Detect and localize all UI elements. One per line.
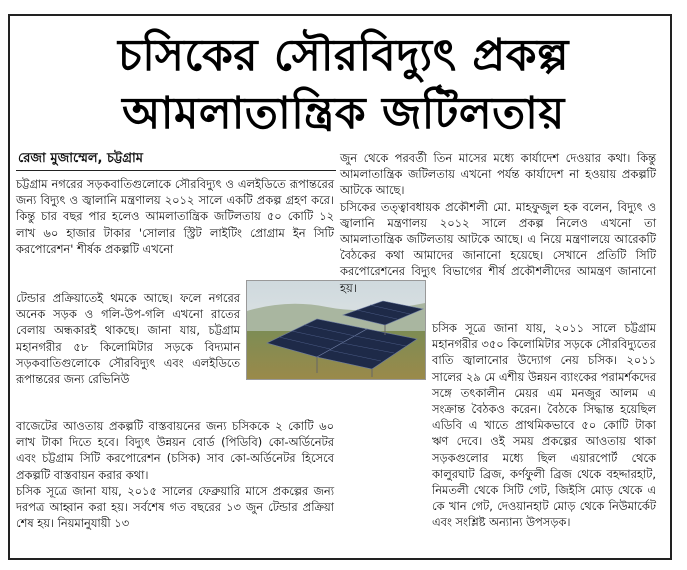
byline-divider	[16, 170, 336, 171]
article-left-column-bottom	[16, 418, 334, 531]
paragraph: বাজেটের আওতায় প্রকল্পটি বাস্তবায়নের জন্য চসিককে ২ কোটি ৬০ লাখ টাকা দিতে হবে। বিদ্যুৎ উন্নয়ন বোর্ড (পিডিবি) কো-অর্ডিনেটর এবং চট্টগ্রাম সিটি করপোরেশন (চসিক) সাব কো-অর্ডিনেটর হিসেবে প্রকল্পটি বাস্তবায়ন করার কথা।	[16, 419, 334, 482]
byline: রেজা মুজাম্মেল, চট্টগ্রাম	[18, 151, 143, 166]
article-left-column	[16, 176, 334, 257]
headline-line-1: চসিকের সৌরবিদ্যুৎ প্রকল্প	[118, 30, 569, 81]
paragraph: চসিক সূত্রে জানা যায়, ২০১৫ সালের ফেব্রুয়ারি মাসে প্রকল্পের জন্য দরপত্র আহ্বান করা হয়। সর্বশেষ গত বছরের ১৩ জুন টেন্ডার প্রক্রিয়া শেষ হয়। নিয়মানুযায়ী ১৩	[16, 483, 334, 531]
paragraph: চসিক সূত্রে জানা যায়, ২০১১ সালে চট্টগ্রাম মহানগরীর ৩৫০ কিলোমিটার সড়কে সৌরবিদ্যুতের বাতি জ্বালানোর উদ্যোগ নেয় চসিক। ২০১১ সালের ২৯ মে এশীয় উন্নয়ন ব্যাংকের পরামর্শকদের সঙ্গে তৎকালীন মেয়র এম মনজুর আলম এ সংক্রান্ত বৈঠকও করেন। বৈঠকে সিদ্ধান্ত হয়েছিল এডিবি এ খাতে প্রাথমিকভাবে ৫০ কোটি টাকা ঋণ দেবে। ওই সময় প্রকল্পের আওতায় থাকা সড়কগুলোর মধ্যে ছিল এয়ারপোর্ট থেকে কালুরঘাট ব্রিজ, কর্ণফুলী ব্রিজ থেকে বহদ্দারহাট, নিমতলী থেকে সিটি গেট, জিইসি মোড় থেকে এ কে খান গেট, দেওয়ানহাট মোড় থেকে নিউমার্কেট এবং সংশ্লিষ্ট অন্যান্য উপসড়ক।	[432, 321, 656, 530]
article-right-column-narrow	[432, 320, 656, 531]
paragraph: চসিকের তত্ত্বাবধায়ক প্রকৌশলী মো. মাহফুজুল হক বলেন, বিদ্যুৎ ও জ্বালানি মন্ত্রণালয় ২০১২ সালে প্রকল্প নিলেও এখনো তা আমলাতান্ত্রিক জটিলতায় আটকে আছে। এ নিয়ে মন্ত্রণালয়ে আরেকটি বৈঠকের কথা আমাদের জানানো হয়েছে। সেখানে প্রতিটি সিটি করপোরেশনের বিদ্যুৎ বিভাগের শীর্ষ প্রকৌশলীদের আমন্ত্রণ জানানো হয়।	[340, 199, 656, 295]
article-right-column	[340, 150, 656, 296]
headline-line-2: আমলাতান্ত্রিক জটিলতায়	[122, 88, 565, 139]
paragraph: চট্টগ্রাম নগরের সড়কবাতিগুলোকে সৌরবিদ্যুৎ ও এলইডিতে রূপান্তরের জন্য বিদ্যুৎ ও জ্বালানি মন্ত্রণালয় ২০১২ সালে একটি প্রকল্প গ্রহণ করে। কিন্তু চার বছর পার হলেও আমলাতান্ত্রিক জটিলতায় ৫০ কোটি ১২ লাখ ৬০ হাজার টাকার 'সোলার স্ট্রিট লাইটিং প্রোগ্রাম ইন সিটি করপোরেশন' শীর্ষক প্রকল্পটি এখনো	[16, 177, 334, 256]
paragraph: টেন্ডার প্রক্রিয়াতেই থমকে আছে। ফলে নগরের অনেক সড়ক ও গলি-উপ-গলি এখনো রাতের বেলায় অন্ধকারই থাকছে। জানা যায়, চট্টগ্রাম মহানগরীর ৫৮ কিলোমিটার সড়কে বিদ্যমান সড়কবাতিগুলোকে সৌরবিদ্যুৎ এবং এলইডিতে রূপান্তরের জন্য রেভিনিউ	[16, 291, 240, 387]
paragraph: জুন থেকে পরবর্তী তিন মাসের মধ্যে কার্যাদেশ দেওয়ার কথা। কিন্তু আমলাতান্ত্রিক জটিলতায় এখনো পর্যন্ত কার্যাদেশ না হওয়ায় প্রকল্পটি আটকে আছে।	[340, 151, 656, 198]
article-left-column-narrow	[16, 290, 240, 387]
